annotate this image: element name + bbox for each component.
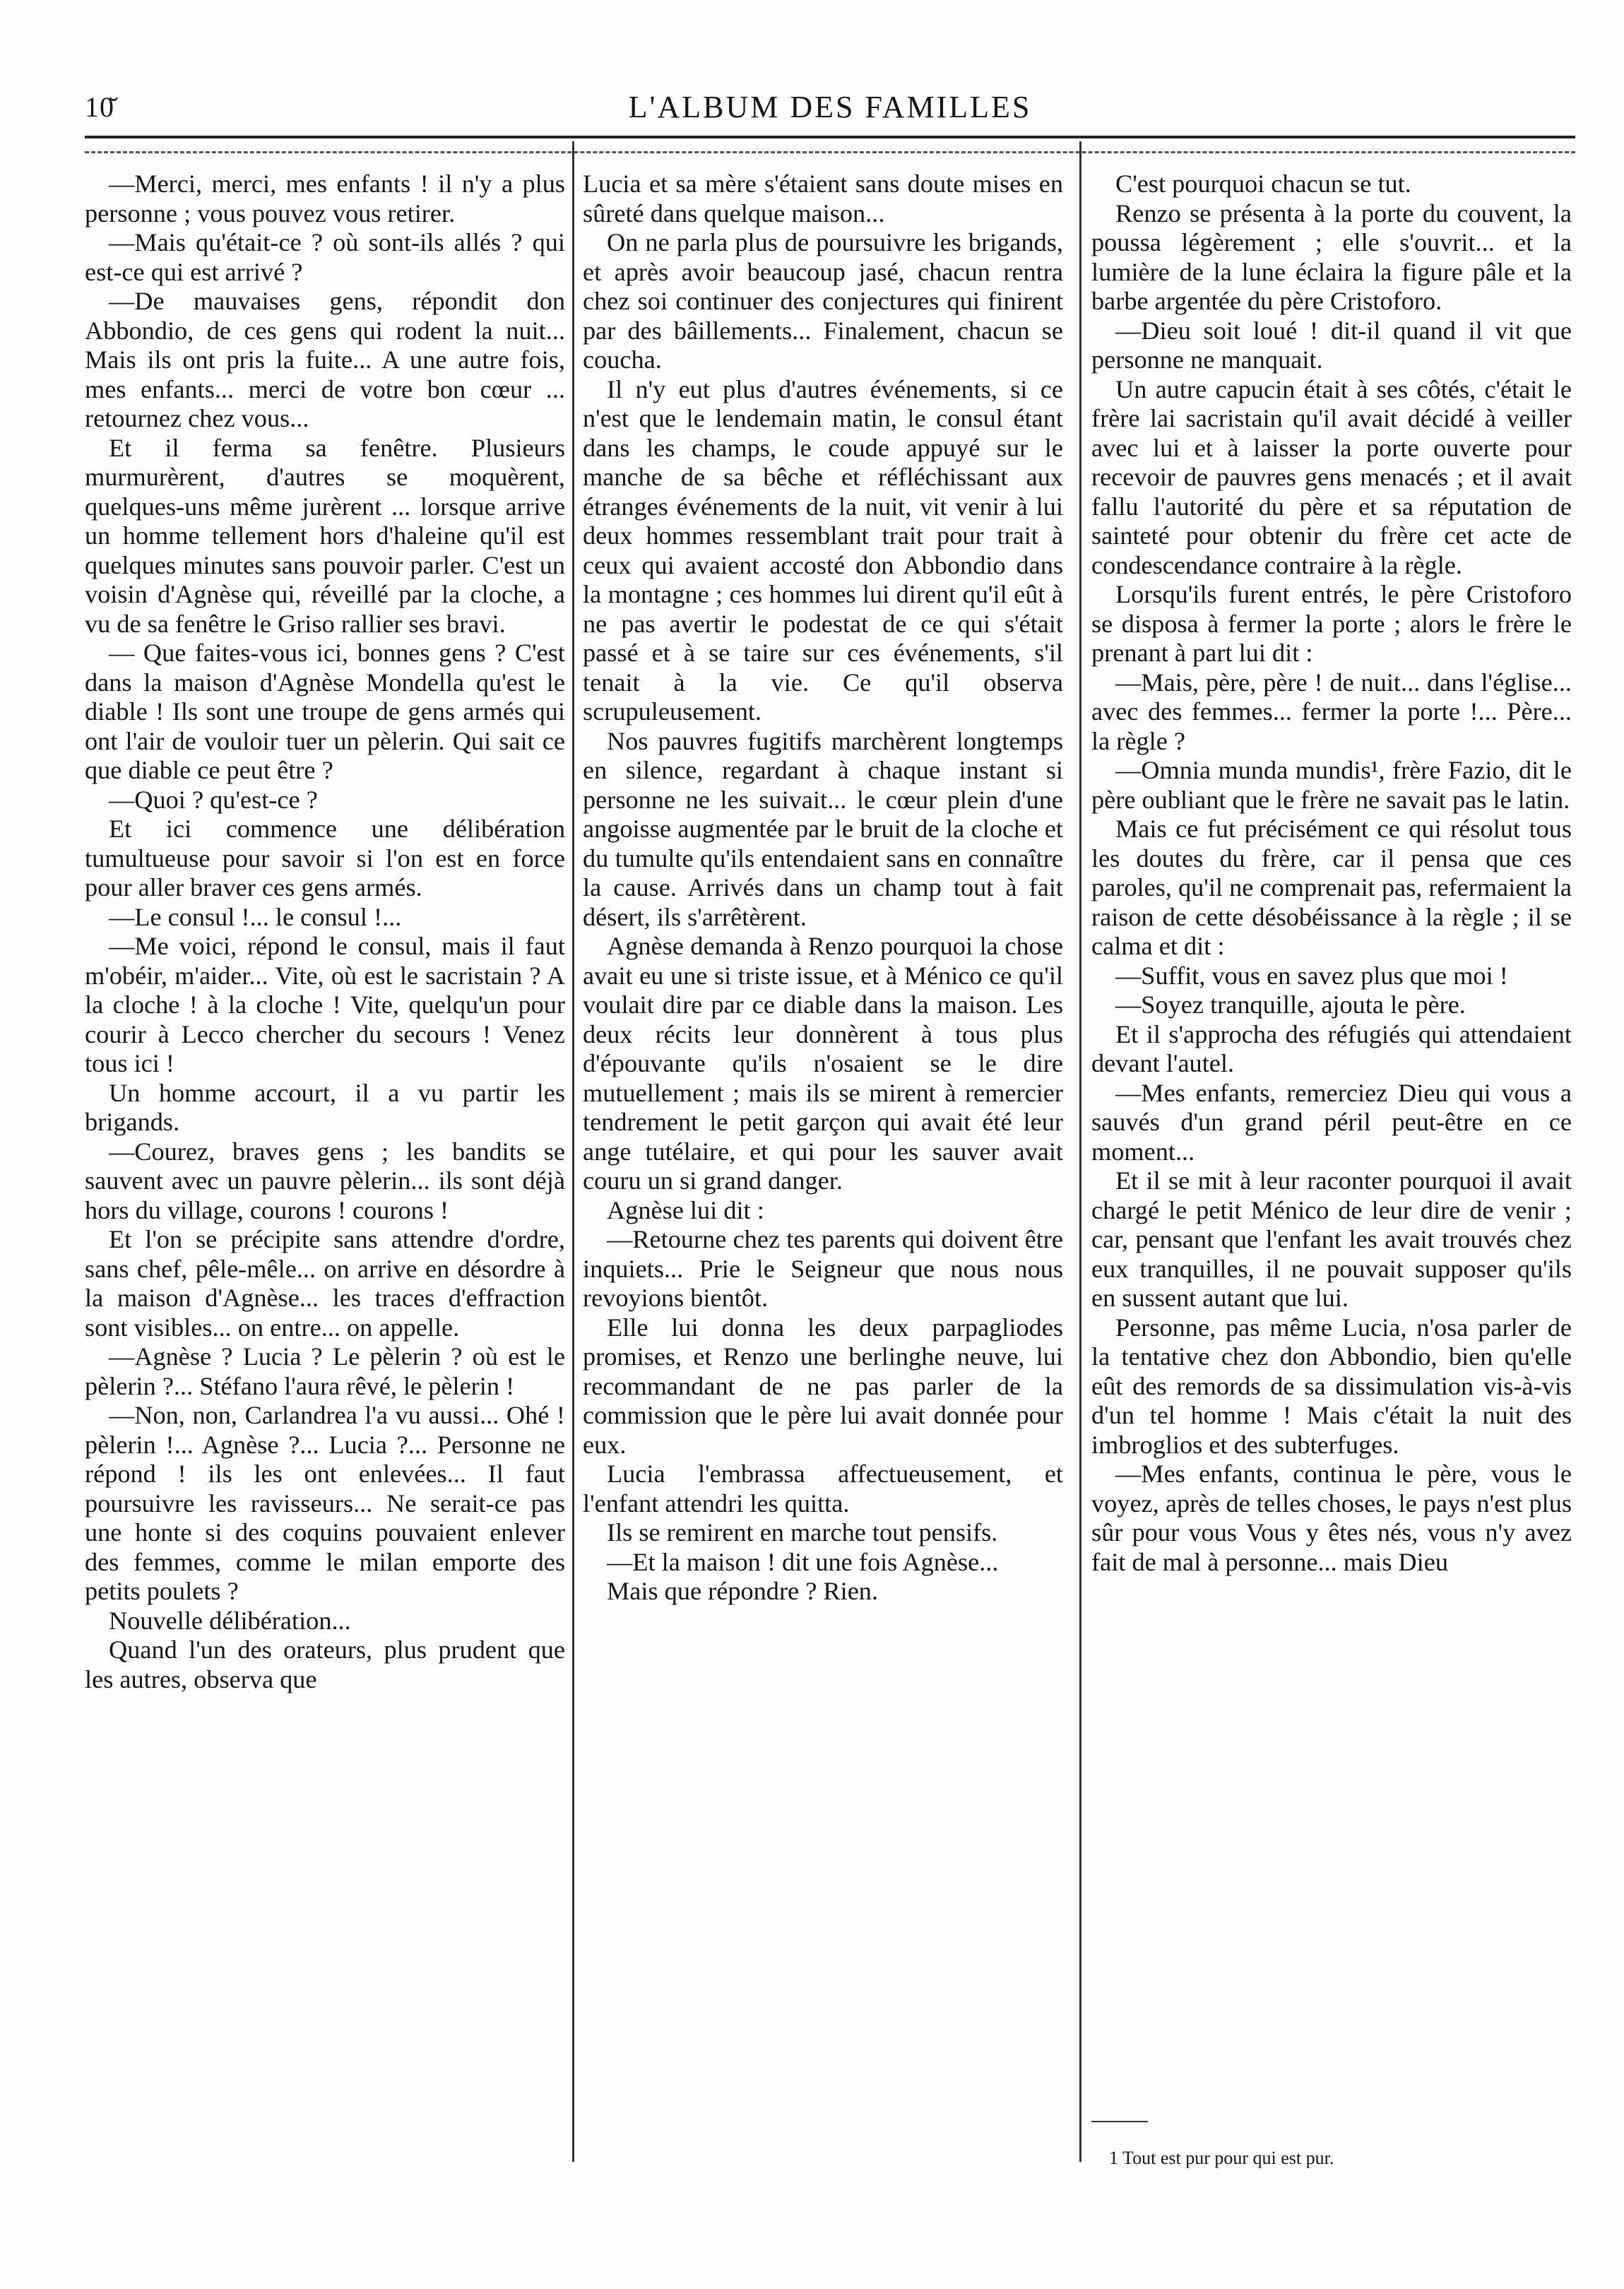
paragraph: —Soyez tranquille, ajouta le père. (1115, 990, 1466, 1019)
text-column-1 (85, 170, 565, 2176)
page-number: 10̆ (85, 91, 114, 123)
paragraph: —De mauvaises gens, répondit don Abbondio, de ces gens qui rodent la nuit... Mais ils ont pris la fuite... A une autre fois, mes enfants... merci de votre bon cœur ... retournez chez vous... (85, 287, 565, 432)
paragraph: Personne, pas même Lucia, n'osa parler de la tentative chez don Abbondio, bien qu'elle eût des remords de sa dissimulation vis-à-vis d'un tel homme ! Mais c'était la nuit des imbroglios et des subterfuges. (1091, 1313, 1572, 1459)
paragraph: Agnèse demanda à Renzo pourquoi la chose avait eu une si triste issue, et à Ménico ce qu'il voulait dire par ce diable dans la maison. Les deux récits leur donnèrent à tous plus d'épouvante qu'ils n'osaient se le dire mutuellement ; mais ils se mirent à remercier tendrement le petit garçon qui avait été leur ange tutélaire, et qui pour les sauver avait couru un si grand danger. (583, 932, 1063, 1195)
paragraph: —Mes enfants, continua le père, vous le voyez, après de telles choses, le pays n'est plus sûr pour vous Vous y êtes nés, vous n'y avez fait de mal à personne... mais Dieu (1091, 1460, 1572, 1576)
paragraph: Agnèse lui dit : (607, 1195, 764, 1224)
paragraph: Et ici commence une délibération tumultueuse pour savoir si l'on est en force pour aller braver ces gens armés. (85, 815, 565, 901)
paragraph: Et il ferma sa fenêtre. Plusieurs murmurèrent, d'autres se moquèrent, quelques-uns même jurèrent ... lorsque arrive un homme tellement hors d'haleine qu'il est quelques minutes sans pouvoir parler. C'est un voisin d'Agnèse qui, réveillé par la cloche, a vu de sa fenêtre le Griso rallier ses bravi. (85, 433, 565, 638)
paragraph: —Omnia munda mundis¹, frère Fazio, dit le père oubliant que le frère ne savait pas le latin. (1091, 756, 1572, 814)
paragraph: —Retourne chez tes parents qui doivent être inquiets... Prie le Seigneur que nous nous revoyions bientôt. (583, 1225, 1063, 1312)
paragraph: —Mais, père, père ! de nuit... dans l'église... avec des femmes... fermer la porte !... Père... la règle ? (1091, 668, 1572, 755)
paragraph: Renzo se présenta à la porte du couvent, la poussa légèrement ; elle s'ouvrit... et la lumière de la lune éclaira la figure pâle et la barbe argentée du père Cristoforo. (1091, 199, 1572, 315)
paragraph: Elle lui donna les deux parpagliodes promises, et Renzo une berlinghe neuve, lui recommandant de ne pas parler de la commission que le père lui avait donnée pour eux. (583, 1313, 1063, 1459)
paragraph: —Et la maison ! dit une fois Agnèse... (607, 1547, 999, 1576)
text-column-3 (1091, 170, 1572, 2176)
paragraph: Nouvelle délibération... (109, 1606, 351, 1635)
paragraph: —Mes enfants, remerciez Dieu qui vous a sauvés d'un grand péril peut-être en ce moment... (1091, 1078, 1572, 1166)
paragraph: —Dieu soit loué ! dit-il quand il vit que personne ne manquait. (1091, 316, 1572, 374)
paragraph: — Que faites-vous ici, bonnes gens ? C'est dans la maison d'Agnèse Mondella qu'est le diable ! Ils sont une troupe de gens armés qui ont l'air de vouloir tuer un pèlerin. Qui sait ce que diable ce peut être ? (85, 639, 565, 784)
paragraph: —Agnèse ? Lucia ? Le pèlerin ? où est le pèlerin ?... Stéfano l'aura rêvé, le pèlerin ! (85, 1342, 565, 1400)
paragraph: Nos pauvres fugitifs marchèrent longtemps en silence, regardant à chaque instant si personne ne les suivait... le cœur plein d'une angoisse augmentée par le bruit de la cloche et du tumulte qu'ils entendaient sans en connaître la cause. Arrivés dans un champ tout à fait désert, ils s'arrêtèrent. (583, 726, 1063, 931)
paragraph: —Le consul !... le consul !... (109, 902, 402, 931)
column-divider (1079, 141, 1081, 2162)
paragraph: Et il se mit à leur raconter pourquoi il avait chargé le petit Ménico de leur dire de venir ; car, pensant que l'enfant les avait trouvés chez eux tranquilles, il ne pouvait supposer qu'ils en sussent autant que lui. (1091, 1166, 1572, 1312)
paragraph: Un homme accourt, il a vu partir les brigands. (85, 1078, 565, 1136)
paragraph: Ils se remirent en marche tout pensifs. (607, 1518, 998, 1546)
paragraph: —Me voici, répond le consul, mais il faut m'obéir, m'aider... Vite, où est le sacristain ? A la cloche ! à la cloche ! Vite, quelqu'un pour courir à Lecco chercher du secours ! Venez tous ici ! (85, 932, 565, 1077)
page-header (85, 83, 1575, 140)
paragraph: —Non, non, Carlandrea l'a vu aussi... Ohé ! pèlerin !... Agnèse ?... Lucia ?... Personne ne répond ! ils les ont enlevées... Il faut poursuivre les ravisseurs... Ne serait-ce pas une honte si des coquins pouvaient enlever des femmes, comme le milan emporte des petits poulets ? (85, 1401, 565, 1605)
paragraph: Mais ce fut précisément ce qui résolut tous les doutes du frère, car il pensa que ces paroles, qu'il ne comprenait pas, refermaient la raison de cette désobéissance à la règle ; il se calma et dit : (1091, 815, 1572, 960)
paragraph: Et il s'approcha des réfugiés qui attendaient devant l'autel. (1091, 1019, 1572, 1077)
paragraph: Il n'y eut plus d'autres événements, si ce n'est que le lendemain matin, le consul étant dans les champs, le coude appuyé sur le manche de sa bêche et réfléchissant aux étranges événements de la nuit, vit venir à lui deux hommes ressemblant trait pour trait à ceux qui avaient accosté don Abbondio dans la montagne ; ces hommes lui dirent qu'il eût à ne pas avertir le podestat de ce qui s'était passé et à se taire sur ces événements, s'il tenait à la vie. Ce qu'il observa scrupuleusement. (583, 374, 1063, 726)
column-divider (572, 141, 574, 2162)
paragraph: Quand l'un des orateurs, plus prudent que les autres, observa que (85, 1636, 565, 1693)
running-title: L'ALBUM DES FAMILLES (628, 90, 1032, 124)
paragraph: —Courez, braves gens ; les bandits se sauvent avec un pauvre pèlerin... ils sont déjà hors du village, courons ! courons ! (85, 1137, 565, 1224)
footnote: 1 Tout est pur pour qui est pur. (1109, 2148, 1334, 2168)
paragraph: Lucia l'embrassa affectueusement, et l'enfant attendri les quitta. (583, 1460, 1063, 1518)
paragraph: Et l'on se précipite sans attendre d'ordre, sans chef, pêle-mêle... on arrive en désordre à la maison d'Agnèse... les traces d'effraction sont visibles... on entre... on appelle. (85, 1225, 565, 1342)
footnote-rule (1091, 2121, 1148, 2122)
paragraph: —Quoi ? qu'est-ce ? (109, 785, 318, 814)
paragraph: —Suffit, vous en savez plus que moi ! (1115, 961, 1508, 990)
paragraph: Lorsqu'ils furent entrés, le père Cristoforo se disposa à fermer la porte ; alors le frère le prenant à part lui dit : (1091, 580, 1572, 667)
paragraph: Lucia et sa mère s'étaient sans doute mises en sûreté dans quelque maison... (583, 170, 1063, 227)
paragraph: —Mais qu'était-ce ? où sont-ils allés ? qui est-ce qui est arrivé ? (85, 228, 565, 286)
paragraph: Un autre capucin était à ses côtés, c'était le frère lai sacristain qu'il avait décidé à veiller avec lui et à laisser la porte ouverte pour recevoir de pauvres gens menacés ; et il avait fallu l'autorité du père et sa réputation de sainteté pour obtenir du frère cet acte de condescendance contraire à la règle. (1091, 374, 1572, 579)
paragraph: —Merci, merci, mes enfants ! il n'y a plus personne ; vous pouvez vous retirer. (85, 170, 565, 227)
paragraph: On ne parla plus de poursuivre les brigands, et après avoir beaucoup jasé, chacun rentra chez soi continuer des conjectures qui finirent par des bâillements... Finalement, chacun se coucha. (583, 228, 1063, 374)
paragraph: C'est pourquoi chacun se tut. (1115, 170, 1411, 198)
header-rule (85, 136, 1575, 153)
paragraph: Mais que répondre ? Rien. (607, 1577, 879, 1605)
text-column-2 (583, 170, 1063, 2176)
